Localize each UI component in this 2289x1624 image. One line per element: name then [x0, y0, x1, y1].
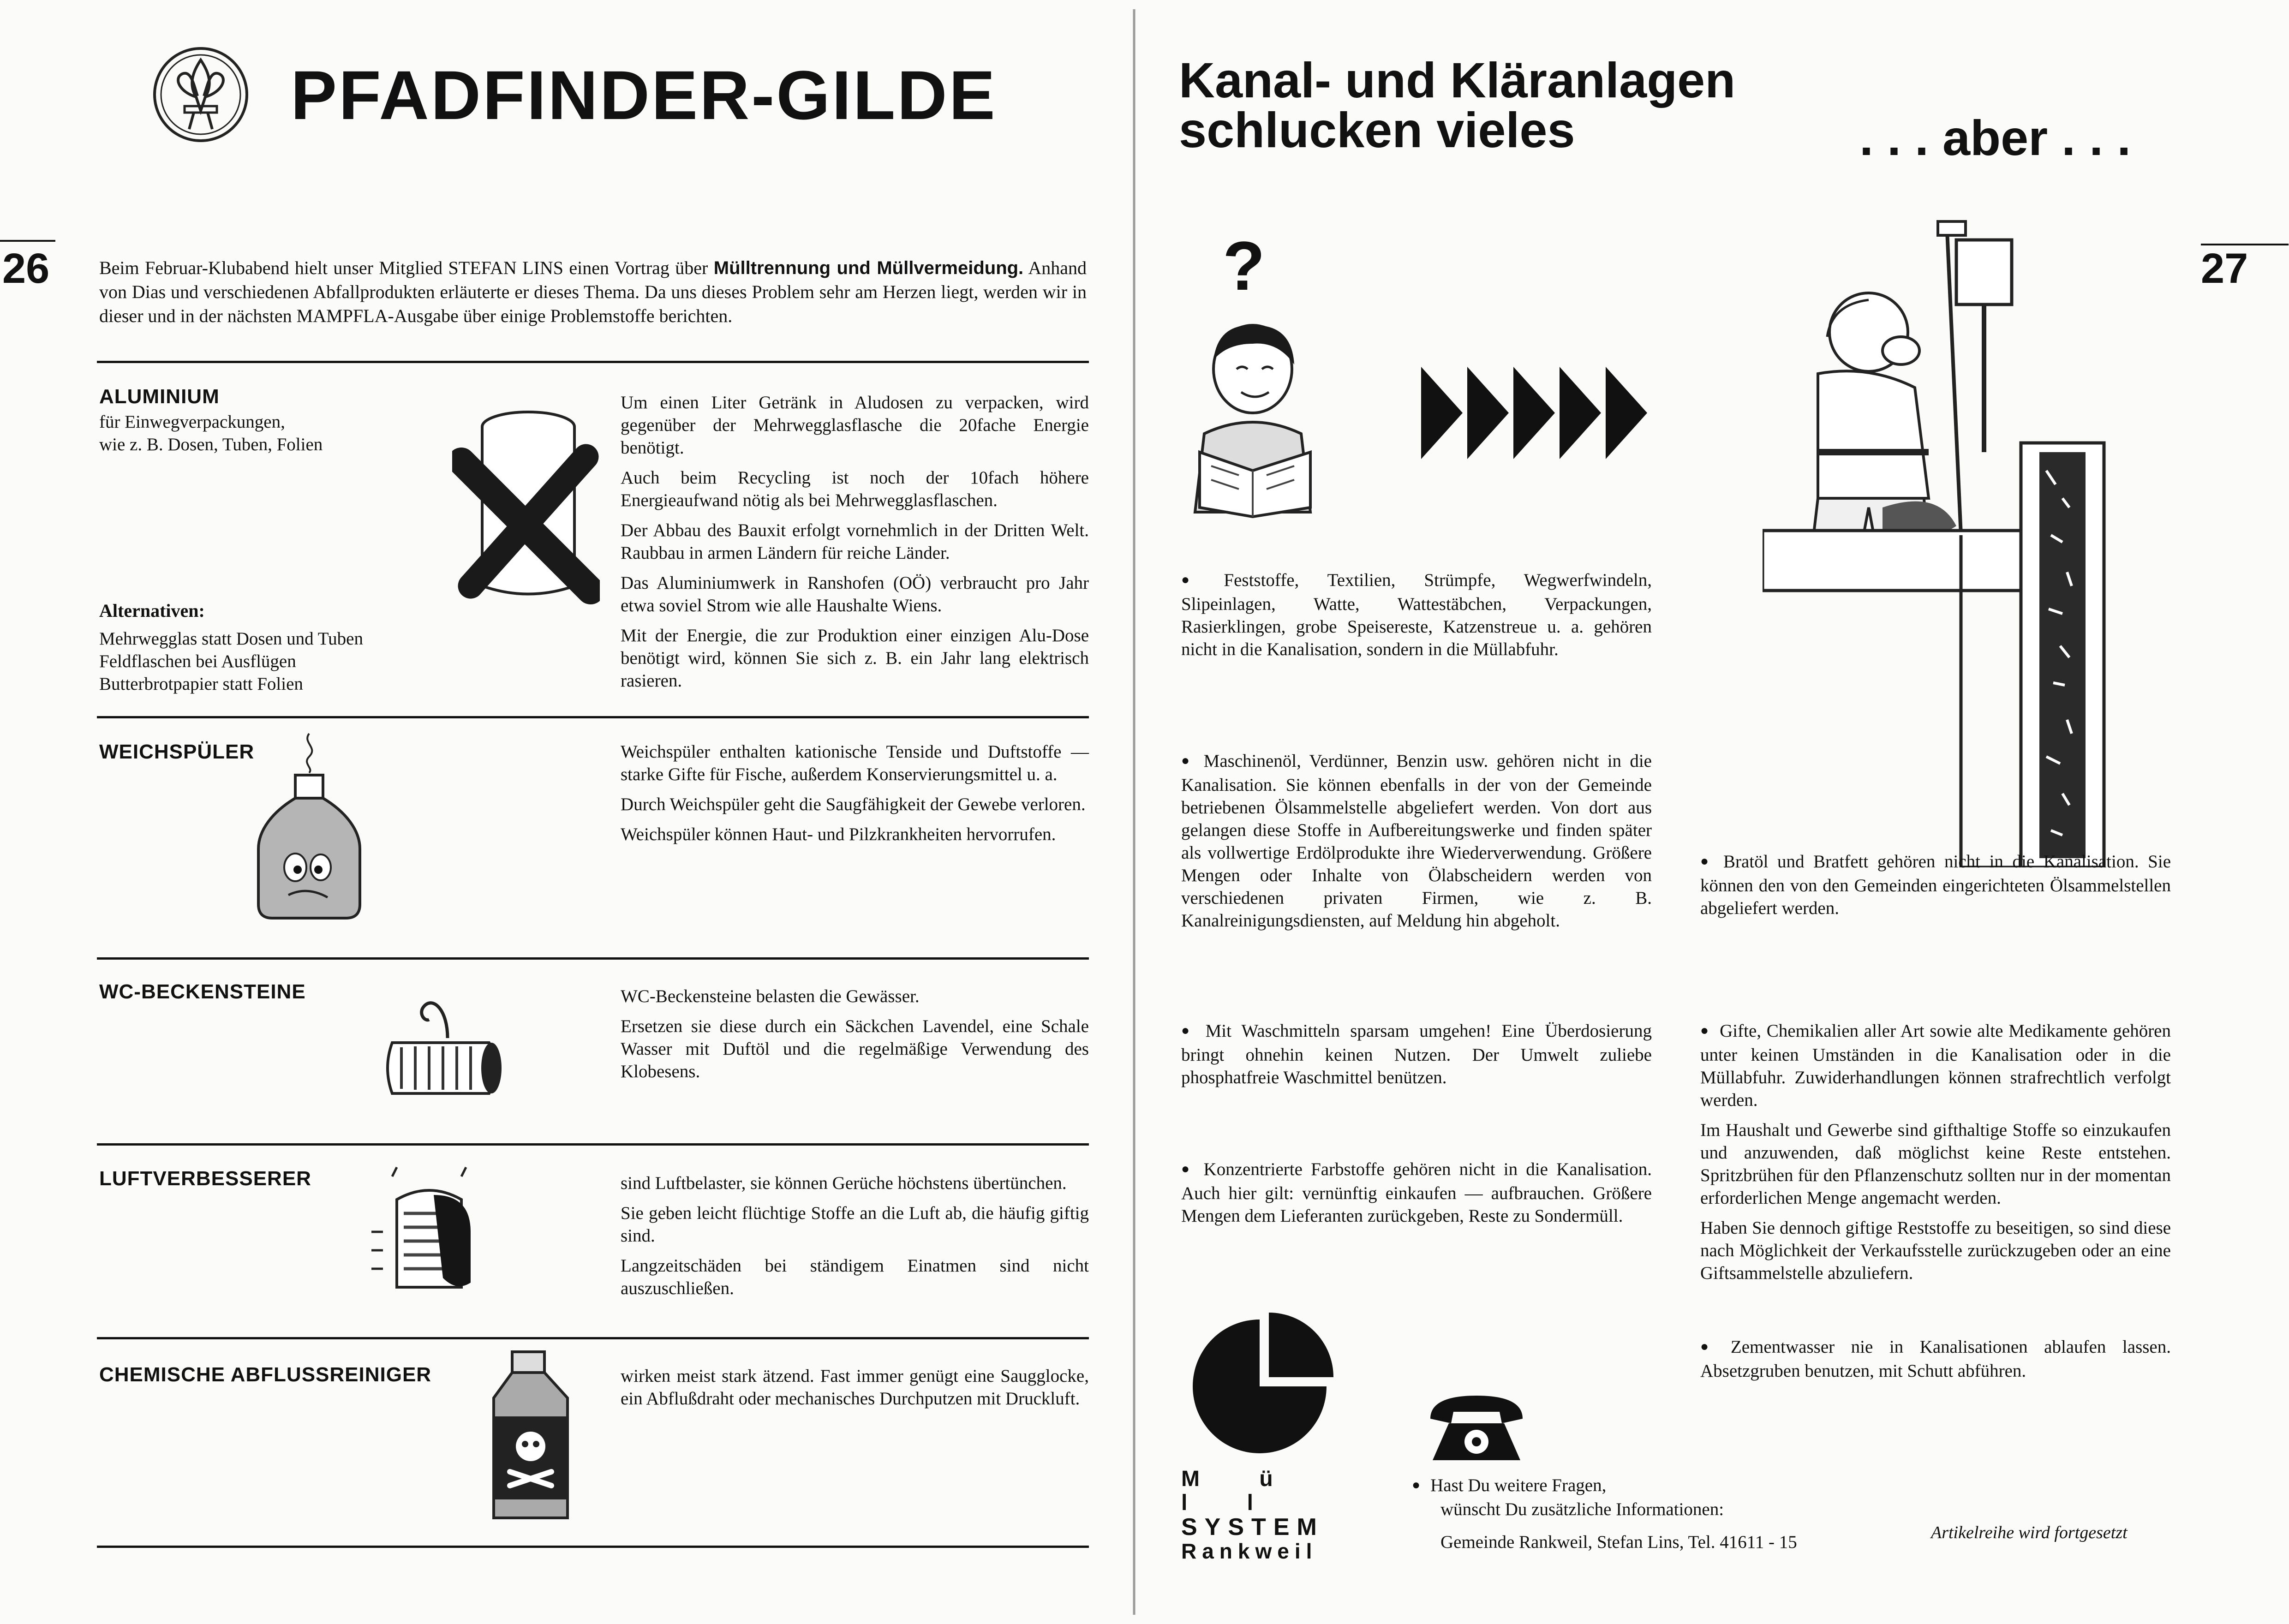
page-number-rule-left — [0, 240, 55, 242]
contact-line-3: Gemeinde Rankweil, Stefan Lins, Tel. 41611 - 15 — [1440, 1532, 1797, 1552]
bullet-1-text: ● Feststoffe, Textilien, Strümpfe, Wegwerfwindeln, Slipeinlagen, Watte, Wattestäbchen, Verpackungen, Rasierklingen, grobe Speisereste, Katzenstreue u. a. gehören nicht in die Kanalisation, sondern in die Müllabfuhr. — [1181, 570, 1652, 659]
wc-text — [621, 985, 1089, 1090]
weichspueler-p1: Weichspüler enthalten kationische Tenside und Duftstoffe — starke Gifte für Fische, außerdem Konservierungsmittel u. a. — [621, 742, 1089, 784]
aluminium-p3: Der Abbau des Bauxit erfolgt vornehmlich in der Dritten Welt. Raubbau in armen Ländern für reiche Länder. — [621, 520, 1089, 563]
bullet-5-p3: Haben Sie dennoch giftige Reststoffe zu beseitigen, so sind diese nach Möglichkeit der Verkaufsstelle zurückzugeben oder an eine Giftsammelstelle abzuliefern. — [1700, 1218, 2171, 1283]
bullet-5-text: ● Gifte, Chemikalien aller Art sowie alte Medikamente gehören unter keinen Umständen in die Kanalisation oder in die Müllabfuhr. Zuwiderhandlungen können strafrechtlich verfolgt werden. — [1700, 1021, 2171, 1110]
contact-line-2: wünscht Du zusätzliche Informationen: — [1440, 1499, 1724, 1519]
left-page-title: PFADFINDER-GILDE — [291, 56, 997, 134]
bullet-6-text: ● Konzentrierte Farbstoffe gehören nicht in die Kanalisation. Auch hier gilt: vernünftig einkaufen — aufbrauchen. Größere Mengen dem Lieferanten zurückgeben, Reste zu Sondermüll. — [1181, 1159, 1652, 1226]
aluminium-sub-line1: für Einwegverpackungen, — [99, 412, 285, 432]
weichspueler-text — [621, 740, 1089, 853]
bullet-1 — [1181, 569, 1652, 661]
weichspueler-p3: Weichspüler können Haut- und Pilzkrankheiten hervorrufen. — [621, 824, 1056, 844]
logo-line-1: M ü l l — [1181, 1467, 1300, 1515]
telephone-icon — [1426, 1393, 1527, 1463]
arrows-icon — [1421, 367, 1652, 459]
chem-text — [621, 1365, 1089, 1417]
bullet-3-text: ● Bratöl und Bratfett gehören nicht in die Kanalisation. Sie können den von den Gemeinden eingerichteten Ölsammelstellen abgeliefert werden. — [1700, 852, 2171, 918]
bullet-7 — [1700, 1336, 2171, 1382]
weichspueler-p2: Durch Weichspüler geht die Saugfähigkeit der Gewebe verloren. — [621, 794, 1086, 814]
intro-text — [99, 256, 1087, 328]
aluminium-heading: ALUMINIUM — [99, 385, 220, 408]
aluminium-text — [621, 391, 1089, 699]
alternative-3: Butterbrotpapier statt Folien — [99, 674, 303, 694]
rule-4 — [97, 1143, 1089, 1146]
wc-p1: WC-Beckensteine belasten die Gewässer. — [621, 986, 920, 1006]
alternative-1: Mehrwegglas statt Dosen und Tuben — [99, 629, 363, 649]
drain-man-illustration — [1763, 212, 2187, 867]
contact-line-1: ● Hast Du weitere Fragen, — [1412, 1475, 1606, 1495]
scout-lily-logo — [148, 42, 254, 148]
fabric-softener-bottle-illustration — [245, 729, 374, 927]
rule-2 — [97, 716, 1089, 718]
luft-p1: sind Luftbelaster, sie können Gerüche höchstens übertünchen. — [621, 1173, 1067, 1193]
alternative-2: Feldflaschen bei Ausflügen — [99, 651, 296, 671]
toilet-block-illustration — [378, 987, 517, 1103]
luft-text — [621, 1172, 1089, 1307]
poison-bottle-illustration — [475, 1347, 586, 1527]
air-freshener-illustration — [365, 1163, 494, 1296]
luft-p3: Langzeitschäden bei ständigem Einatmen sind nicht auszuschließen. — [621, 1256, 1089, 1298]
intro-lead: Beim Februar-Klubabend hielt unser Mitglied STEFAN LINS einen Vortrag über — [99, 257, 708, 278]
bullet-2-text: ● Maschinenöl, Verdünner, Benzin usw. gehören nicht in die Kanalisation. Sie können ebenfalls in der von der Gemeinde betriebenen Ölsammelstelle abgeliefert werden. Von dort aus gelangen diese Stoffe in Aufbereitungswerke und finden später als vollwertige Erdölprodukte ihre Wiederverwendung. Größere Mengen oder Inhalte von Ölabscheidern werden von verschiedenen privaten Firmen, wie z. B. Kanalreinigungsdiensten, auf Meldung hin abgeholt. — [1181, 751, 1652, 931]
logo-line-3: Rankweil — [1181, 1539, 1318, 1563]
title-line-1: Kanal- und Kläranlagen — [1179, 52, 1736, 108]
page-number-27: 27 — [2201, 245, 2248, 292]
weichspueler-heading: WEICHSPÜLER — [99, 740, 255, 763]
question-mark: ? — [1223, 227, 1265, 304]
logo-text — [1181, 1467, 1347, 1563]
bullet-7-text: ● Zementwasser nie in Kanalisationen ablaufen lassen. Absetzgruben benutzen, mit Schutt abführen. — [1700, 1337, 2171, 1381]
bullet-4-text: ● Mit Waschmitteln sparsam umgehen! Eine Überdosierung bringt ohnehin keinen Nutzen. Der Umwelt zuliebe phosphatfreie Waschmittel benützen. — [1181, 1021, 1652, 1087]
chem-heading: CHEMISCHE ABFLUSSREINIGER — [99, 1363, 432, 1386]
bullet-5-p2: Im Haushalt und Gewerbe sind gifthaltige Stoffe so einzukaufen und anzuwenden, daß möglichst keine Reste entstehen. Spritzbrühen für den Pflanzenschutz sollten nur in der momentan erforderlichen Menge angemacht werden. — [1700, 1120, 2171, 1208]
alternatives-heading: Alternativen: — [99, 600, 205, 621]
wc-heading: WC-BECKENSTEINE — [99, 980, 306, 1003]
luft-p2: Sie geben leicht flüchtige Stoffe an die Luft ab, die häufig giftig sind. — [621, 1203, 1089, 1246]
bullet-4 — [1181, 1020, 1652, 1089]
aluminium-p5: Mit der Energie, die zur Produktion einer einzigen Alu-Dose benötigt wird, können Sie sich z. B. ein Jahr lang elektrisch rasieren. — [621, 626, 1089, 691]
aluminium-p1: Um einen Liter Getränk in Aludosen zu verpacken, wird gegenüber der Mehrwegglasflasche die 20fache Energie benötigt. — [621, 393, 1089, 458]
aluminium-p2: Auch beim Recycling ist noch der 10fach höhere Energieaufwand nötig als bei Mehrwegglasflaschen. — [621, 468, 1089, 510]
rule-6 — [97, 1546, 1089, 1548]
crossed-can-illustration — [452, 406, 600, 604]
continued-note: Artikelreihe wird fortgesetzt — [1931, 1523, 2128, 1542]
bullet-2 — [1181, 750, 1652, 932]
rule-1 — [97, 361, 1089, 363]
title-line-2: schlucken vieles — [1179, 102, 1575, 158]
aluminium-sub-line2: wie z. B. Dosen, Tuben, Folien — [99, 435, 323, 454]
aluminium-p4: Das Aluminiumwerk in Ranshofen (OÖ) verbraucht pro Jahr etwa soviel Strom wie alle Haushalte Wiens. — [621, 573, 1089, 615]
muell-system-pie-logo — [1186, 1313, 1333, 1460]
title-aber: . . . aber . . . — [1859, 110, 2131, 166]
page-number-26: 26 — [2, 245, 50, 292]
aluminium-sub — [99, 411, 422, 456]
intro-bold: Mülltrennung und Müllvermeidung. — [713, 258, 1024, 278]
reading-boy-illustration — [1172, 314, 1333, 521]
luft-heading: LUFTVERBESSERER — [99, 1167, 311, 1190]
bullet-3 — [1700, 850, 2171, 919]
chem-p1: wirken meist stark ätzend. Fast immer genügt eine Saugglocke, ein Abflußdraht oder mechanisches Durchputzen mit Druckluft. — [621, 1366, 1089, 1409]
rule-3 — [97, 957, 1089, 960]
logo-line-2: SYSTEM — [1181, 1514, 1324, 1540]
alternatives-list — [99, 627, 450, 695]
right-page-title — [1179, 52, 1736, 158]
intro-rest: Anhand von Dias und verschiedenen Abfallprodukten erläuterte er dieses Thema. Da uns dieses Problem sehr am Herzen liegt, werden wir in dieser und in der nächsten MAMPFLA-Ausgabe über einige Problemstoffe berichten. — [99, 257, 1087, 326]
rule-5 — [97, 1337, 1089, 1339]
page-binding — [1133, 9, 1136, 1615]
bullet-5 — [1700, 1020, 2171, 1292]
bullet-6 — [1181, 1158, 1652, 1227]
contact-info — [1412, 1474, 1966, 1553]
wc-p2: Ersetzen sie diese durch ein Säckchen Lavendel, eine Schale Wasser mit Duftöl und die regelmäßige Verwendung des Klobesens. — [621, 1016, 1089, 1081]
